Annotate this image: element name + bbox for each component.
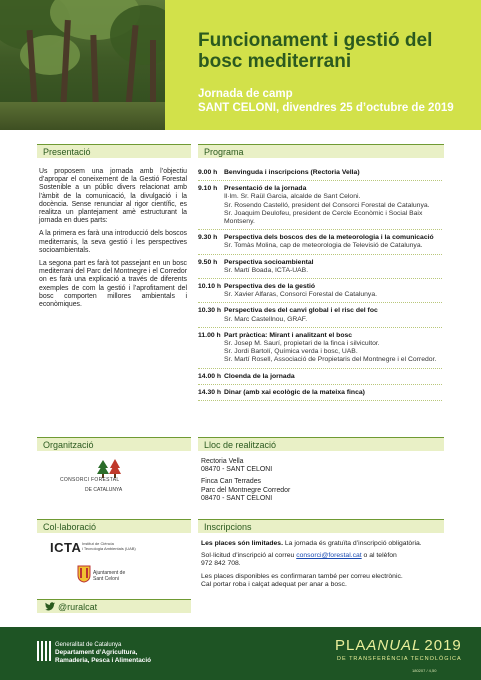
lloc-venue2-city: 08470 - SANT CELONI xyxy=(201,494,273,502)
presentacio-paragraph: Us proposem una jornada amb l’objectiu d’apropar el coneixement de la Gestió Forestal Sostenible a un públic divers relacionat amb l’àmbit de la comunicació, la divulgació i la docència. Sense renunciar al rigor científic, es realitza un plantejament amè estructurant la jornada en dues parts: xyxy=(39,168,187,225)
generalitat-text xyxy=(55,642,151,665)
generalitat-logo-icon xyxy=(37,641,51,661)
pla-subtitle: DE TRANSFERÈNCIA TECNOLÒGICA xyxy=(337,656,462,662)
programa-item xyxy=(198,255,442,279)
programa-time: 10.30 h xyxy=(198,307,222,315)
programa-item xyxy=(198,165,442,181)
telefon-text: o al telèfon xyxy=(361,552,397,560)
icta-caption xyxy=(82,541,136,551)
gen-line3: Ramaderia, Pesca i Alimentació xyxy=(55,657,152,664)
ajuntament-caption xyxy=(93,570,125,582)
programa-time: 11.00 h xyxy=(198,331,221,339)
lloc-info xyxy=(201,458,290,507)
programa-time: 9.00 h xyxy=(198,169,218,176)
organitzacio-heading: Organització xyxy=(37,437,191,451)
places-limitades: Les places són limitades. xyxy=(201,540,283,547)
presentacio-paragraph: La segona part es farà tot passejant en un bosc mediterrani del Parc del Montnegre i el Corredor on es farà una explicació a través de diferents exemples de com la gestió i l’aprofitament del bosc comporten millores ambientals i econòmiques. xyxy=(39,260,187,309)
programa-item xyxy=(198,303,442,327)
programa-body xyxy=(224,169,442,177)
presentacio-paragraph: A la primera es farà una introducció dels boscos mediterranis, la seva gestió i les perspectives socioambientals. xyxy=(39,230,187,254)
lloc-venue1: Rectoria Vella xyxy=(201,458,244,465)
gen-line2: Departament d’Agricultura, xyxy=(55,649,138,656)
pla-anual-logo xyxy=(335,637,462,654)
lloc-heading: Lloc de realització xyxy=(198,437,444,451)
lloc-venue1-city: 08470 - SANT CELONI xyxy=(201,466,273,474)
icta-caption-line2: i Tecnologia Ambientals (UAB) xyxy=(82,546,136,551)
org-logo-line1: CONSORCI FORESTAL xyxy=(60,477,120,483)
programa-body xyxy=(224,389,442,397)
programa-title: Perspectiva des de la gestió xyxy=(224,283,316,291)
programa-title: Perspectiva des del canvi global i el risc del foc xyxy=(224,307,378,315)
programa-speakers: Sr. Tomàs Molina, cap de meteorologia de Televisió de Catalunya. xyxy=(224,242,423,250)
programa-heading: Programa xyxy=(198,144,444,158)
programa-body xyxy=(224,373,442,381)
presentacio-text xyxy=(39,168,187,314)
programa-title: Dinar (amb xai ecològic de la mateixa finca) xyxy=(224,388,365,396)
presentacio-heading: Presentació xyxy=(37,144,191,158)
twitter-bar[interactable] xyxy=(37,599,191,613)
twitter-bird-icon xyxy=(45,602,55,611)
programa-item xyxy=(198,230,442,254)
sollicitud-text: Sol·licitud d’inscripció al correu xyxy=(201,552,297,560)
document-code: 180207 / 4,50 xyxy=(412,668,437,673)
programa-speakers: Sr. Josep M. Saurí, propietari de la finca i silvicultor. Sr. Jordi Bartolí, Química verda i bosc, UAB. Sr. Martí Rosell, Associació de Propietaris del Montnegre i el Corredor. xyxy=(224,340,437,364)
programa-item xyxy=(198,328,442,369)
programa-item xyxy=(198,369,442,385)
programa-body xyxy=(224,185,442,226)
programa-speakers: Sr. Marc Castellnou, GRAF. xyxy=(224,315,308,323)
inscripcions-text xyxy=(201,540,441,593)
programa-speakers: Sr. Martí Boada, ICTA-UAB. xyxy=(224,266,309,274)
ajuntament-shield-icon xyxy=(77,565,91,583)
pla-part1: PLA xyxy=(335,637,367,654)
gen-line1: Generalitat de Catalunya xyxy=(55,642,122,648)
lloc-venue2: Finca Can Terrades xyxy=(201,478,262,486)
ajunt-line2: Sant Celoni xyxy=(93,576,119,582)
programa-time: 9.50 h xyxy=(198,258,218,266)
programa-time: 10.10 h xyxy=(198,283,222,291)
confirmacio-text: Les places disponibles es confirmaran també per correu electrònic. xyxy=(201,572,403,580)
programa-title: Benvinguda i inscripcions (Rectoria Vella) xyxy=(224,169,360,176)
programa-list xyxy=(198,165,442,401)
programa-item xyxy=(198,279,442,303)
forest-photo xyxy=(0,0,165,130)
programa-body xyxy=(224,332,442,365)
programa-item xyxy=(198,385,442,401)
page-title: Funcionament i gestió del bosc mediterrani xyxy=(198,30,433,72)
programa-body xyxy=(224,283,442,299)
programa-title: Part pràctica: Mirant i analitzant el bosc xyxy=(224,331,353,339)
icta-caption-line1: Institut de Ciència xyxy=(82,541,114,546)
twitter-handle: @ruralcat xyxy=(58,602,98,612)
event-place-date: SANT CELONI, divendres 25 d’octubre de 2019 xyxy=(198,102,454,114)
programa-title: Presentació de la jornada xyxy=(224,185,307,193)
inscripcions-heading: Inscripcions xyxy=(198,519,444,533)
programa-time: 14.00 h xyxy=(198,372,222,380)
programa-time: 9.30 h xyxy=(198,234,218,242)
icta-logo: ICTA xyxy=(50,540,82,555)
event-type: Jornada de camp xyxy=(198,88,293,100)
programa-time: 9.10 h xyxy=(198,185,218,193)
programa-body xyxy=(224,259,442,275)
telefon-number: 972 842 708. xyxy=(201,560,241,568)
pla-year: 2019 xyxy=(424,637,462,654)
lloc-venue2-park: Parc del Montnegre Corredor xyxy=(201,486,291,494)
programa-title: Cloenda de la jornada xyxy=(224,372,295,380)
programa-speakers: Sr. Xavier Alfaras, Consorci Forestal de Catalunya. xyxy=(224,291,377,299)
collaboracio-heading: Col·laboració xyxy=(37,519,191,533)
programa-title: Perspectiva socioambiental xyxy=(224,258,314,266)
pla-part2: ANUAL xyxy=(366,637,422,654)
inscripcio-gratuita: La jornada és gratuïta d’inscripció obligatòria. xyxy=(282,540,422,547)
programa-body xyxy=(224,234,442,250)
ajunt-line1: Ajuntament de xyxy=(93,570,126,576)
programa-item xyxy=(198,181,442,230)
org-logo-line2: DE CATALUNYA xyxy=(85,487,123,493)
programa-time: 14.30 h xyxy=(198,388,222,396)
programa-speakers: Il·lm. Sr. Raül Garcia, alcalde de Sant Celoni. Sr. Rosendo Castelló, president del Consorci Forestal de Catalunya. Sr. Joaquim Deulofeu, president de Cercle Econòmic i Social Baix Montseny. xyxy=(224,193,430,226)
programa-body xyxy=(224,307,442,323)
roba-text: Cal portar roba i calçat adequat per anar a bosc. xyxy=(201,580,347,588)
email-link[interactable]: consorci@forestal.cat xyxy=(296,552,362,560)
programa-title: Perspectiva dels boscos des de la meteorologia i la comunicació xyxy=(224,234,434,242)
